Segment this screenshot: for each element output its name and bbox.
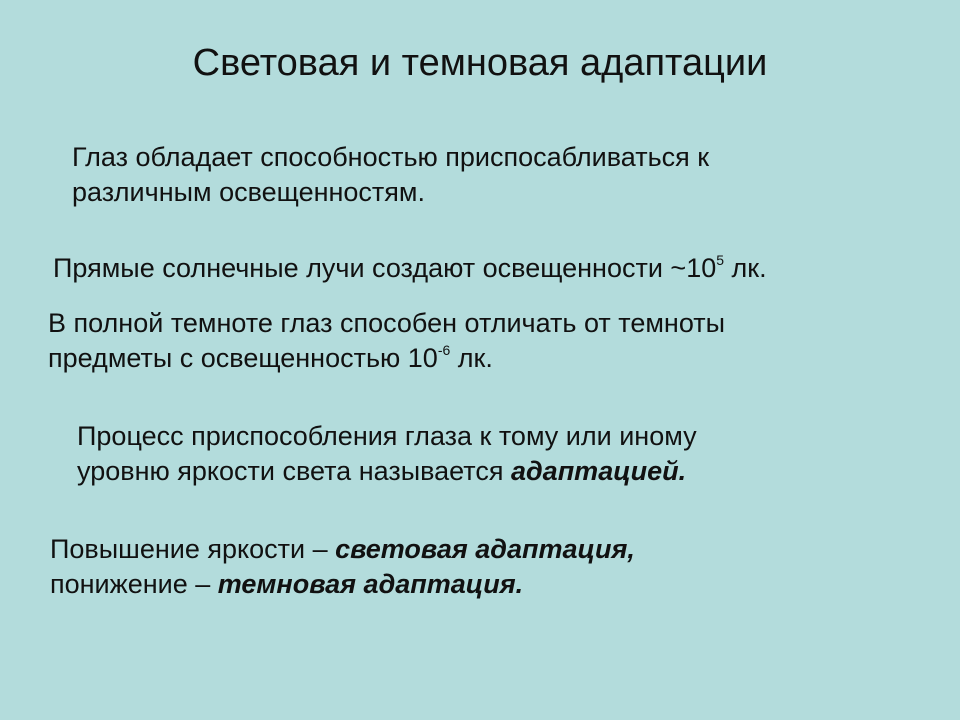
paragraph-line: Процесс приспособления глаза к тому или иному [77, 421, 697, 451]
exponent: 5 [716, 252, 725, 268]
paragraph-eye-ability [72, 140, 709, 210]
paragraph-line [77, 454, 697, 489]
paragraph-line: Глаз обладает способностью приспосабливаться к [72, 142, 710, 172]
paragraph-sunlight [53, 251, 767, 286]
paragraph-line [50, 567, 635, 602]
paragraph-line: В полной темноте глаз способен отличать от темноты [48, 308, 726, 338]
paragraph-adaptation-types [50, 532, 635, 602]
unit-text: лк. [724, 253, 767, 283]
paragraph-darkness [48, 306, 725, 376]
paragraph-text: Прямые солнечные лучи создают освещенности ~10 [53, 253, 717, 283]
paragraph-line: различным освещенностям. [72, 177, 425, 207]
paragraph-text: уровню яркости света называется [77, 456, 511, 486]
punctuation: . [515, 569, 524, 599]
paragraph-text: предметы с освещенностью 10 [48, 343, 438, 373]
paragraph-text: понижение – [50, 569, 218, 599]
slide-title: Световая и темновая адаптации [192, 42, 768, 84]
paragraph-adaptation-definition [77, 419, 697, 489]
term-adaptation: адаптацией. [510, 456, 687, 486]
paragraph-line [50, 532, 635, 567]
paragraph-line-with-exponent [48, 341, 725, 376]
punctuation: , [627, 534, 635, 564]
paragraph-text: Повышение яркости – [50, 534, 336, 564]
unit-text: лк. [450, 343, 493, 373]
term-light-adaptation: световая адаптация [335, 534, 628, 564]
exponent: -6 [437, 342, 451, 358]
term-dark-adaptation: темновая адаптация [217, 569, 516, 599]
